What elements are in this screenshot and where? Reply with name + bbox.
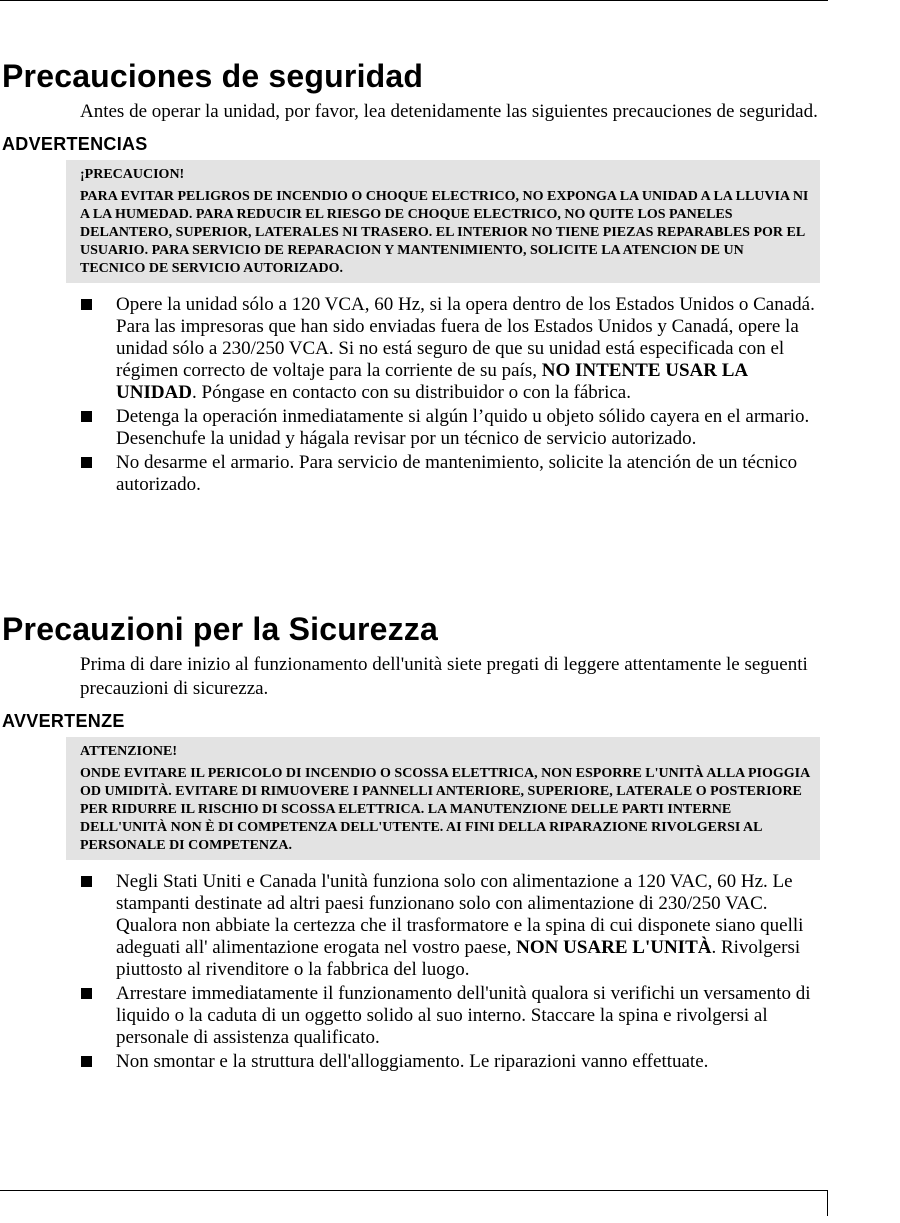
bullet-square-icon [81, 457, 92, 468]
italian-section [0, 609, 840, 1075]
bullet-text: . Rivolgersi piuttosto al rivenditore o la fabbrica del luogo. [116, 937, 801, 980]
bullet-text: Arrestare immediatamente il funzionamento dell'unità qualora si verifichi un versamento di liquido o la caduta di un oggetto solido al suo interno. Staccare la spina e rivolgersi al personale di assistenza qualificato. [116, 983, 811, 1048]
spanish-intro: Antes de operar la unidad, por favor, lea detenidamente las siguientes precauciones de seguridad. [80, 101, 818, 122]
bullet-square-icon [81, 411, 92, 422]
bullet-text: No desarme el armario. Para servicio de mantenimiento, solicite la atención de un técnico autorizado. [116, 452, 798, 495]
spanish-section [0, 56, 840, 498]
italian-caution-title: ATTENZIONE! [80, 744, 177, 759]
italian-bullet-list [0, 871, 840, 1073]
spanish-caution-text: PARA EVITAR PELIGROS DE INCENDIO O CHOQUE ELECTRICO, NO EXPONGA LA UNIDAD A LA LLUVIA NI A LA HUMEDAD. PARA REDUCIR EL RIESGO DE CHOQUE ELECTRICO, NO QUITE LOS PANELES DELANTERO, SUPERIOR, LATERALES NI TRASERO. EL INTERIOR NO TIENE PIEZAS REPARABLES POR EL USUARIO. PARA SERVICIO DE REPARACION Y MANTENIMIENTO, SOLICITE LA ATENCION DE UN TECNICO DE SERVICIO AUTORIZADO. [80, 189, 809, 276]
bottom-corner-tick [827, 1190, 828, 1216]
bottom-rule [0, 1190, 828, 1191]
italian-caution-text: ONDE EVITARE IL PERICOLO DI INCENDIO O SCOSSA ELETTRICA, NON ESPORRE L'UNITÀ ALLA PIOGGIA OD UMIDITÀ. EVITARE DI RIMUOVERE I PANNELLI ANTERIORE, SUPERIORE, LATERALE O POSTERIORE PER RIDURRE IL RISCHIO DI SCOSSA ELETTRICA. LA MANUTENZIONE DELLE PARTI INTERNE DELL'UNITÀ NON È DI COMPETENZA DELL'UTENTE. AI FINI DELLA RIPARAZIONE RIVOLGERSI AL PERSONALE DI COMPETENZA. [80, 766, 810, 853]
bullet-text: . Póngase en contacto con su distribuidor o con la fábrica. [192, 382, 631, 403]
bullet-text: Opere la unidad sólo a 120 VCA, 60 Hz, si la opera dentro de los Estados Unidos o Canadá. Para las impresoras que han sido enviadas fuera de los Estados Unidos y Canadá, opere la unidad sólo a 230/250 VCA. Si no está seguro de que su unidad está especificada con el régimen correcto de voltaje para la corriente de su país, [116, 294, 815, 381]
spanish-caution-box [66, 160, 820, 283]
top-rule [0, 0, 828, 1]
spanish-bullet-list [0, 294, 840, 496]
list-item [0, 294, 828, 404]
bullet-square-icon [81, 1056, 92, 1067]
list-item [0, 1051, 828, 1073]
bullet-text: Detenga la operación inmediatamente si algún l’quido u objeto sólido cayera en el armario. Desenchufe la unidad y hágala revisar por un técnico de servicio autorizado. [116, 406, 810, 449]
bullet-square-icon [81, 299, 92, 310]
bullet-square-icon [81, 988, 92, 999]
bullet-text: Non smontar e la struttura dell'alloggiamento. Le riparazioni vanno effettuate. [116, 1051, 709, 1072]
spanish-warnings-heading: ADVERTENCIAS [2, 134, 148, 154]
italian-warnings-heading: AVVERTENZE [2, 711, 125, 731]
italian-title: Precauzioni per la Sicurezza [2, 611, 438, 647]
spanish-title: Precauciones de seguridad [2, 58, 424, 94]
list-item [0, 983, 828, 1049]
bullet-text: Negli Stati Uniti e Canada l'unità funziona solo con alimentazione a 120 VAC, 60 Hz. Le stampanti destinate ad altri paesi funzionano solo con alimentazione di 230/250 VAC. Qualora non abbiate la certezza che il trasformatore e la spina di cui disponete siano quelli adeguati all' alimentazione erogata nel vostro paese, [116, 871, 804, 958]
list-item [0, 452, 828, 496]
bullet-emphasis: NO INTENTE USAR LA UNIDAD [116, 360, 748, 403]
italian-intro: Prima di dare inizio al funzionamento dell'unità siete pregati di leggere attentamente le seguenti precauzioni di sicurezza. [80, 654, 808, 699]
italian-caution-box [66, 737, 820, 860]
list-item [0, 871, 828, 981]
bullet-square-icon [81, 876, 92, 887]
list-item [0, 406, 828, 450]
bullet-emphasis: NON USARE L'UNITÀ [516, 937, 712, 958]
spanish-caution-title: ¡PRECAUCION! [80, 167, 185, 182]
